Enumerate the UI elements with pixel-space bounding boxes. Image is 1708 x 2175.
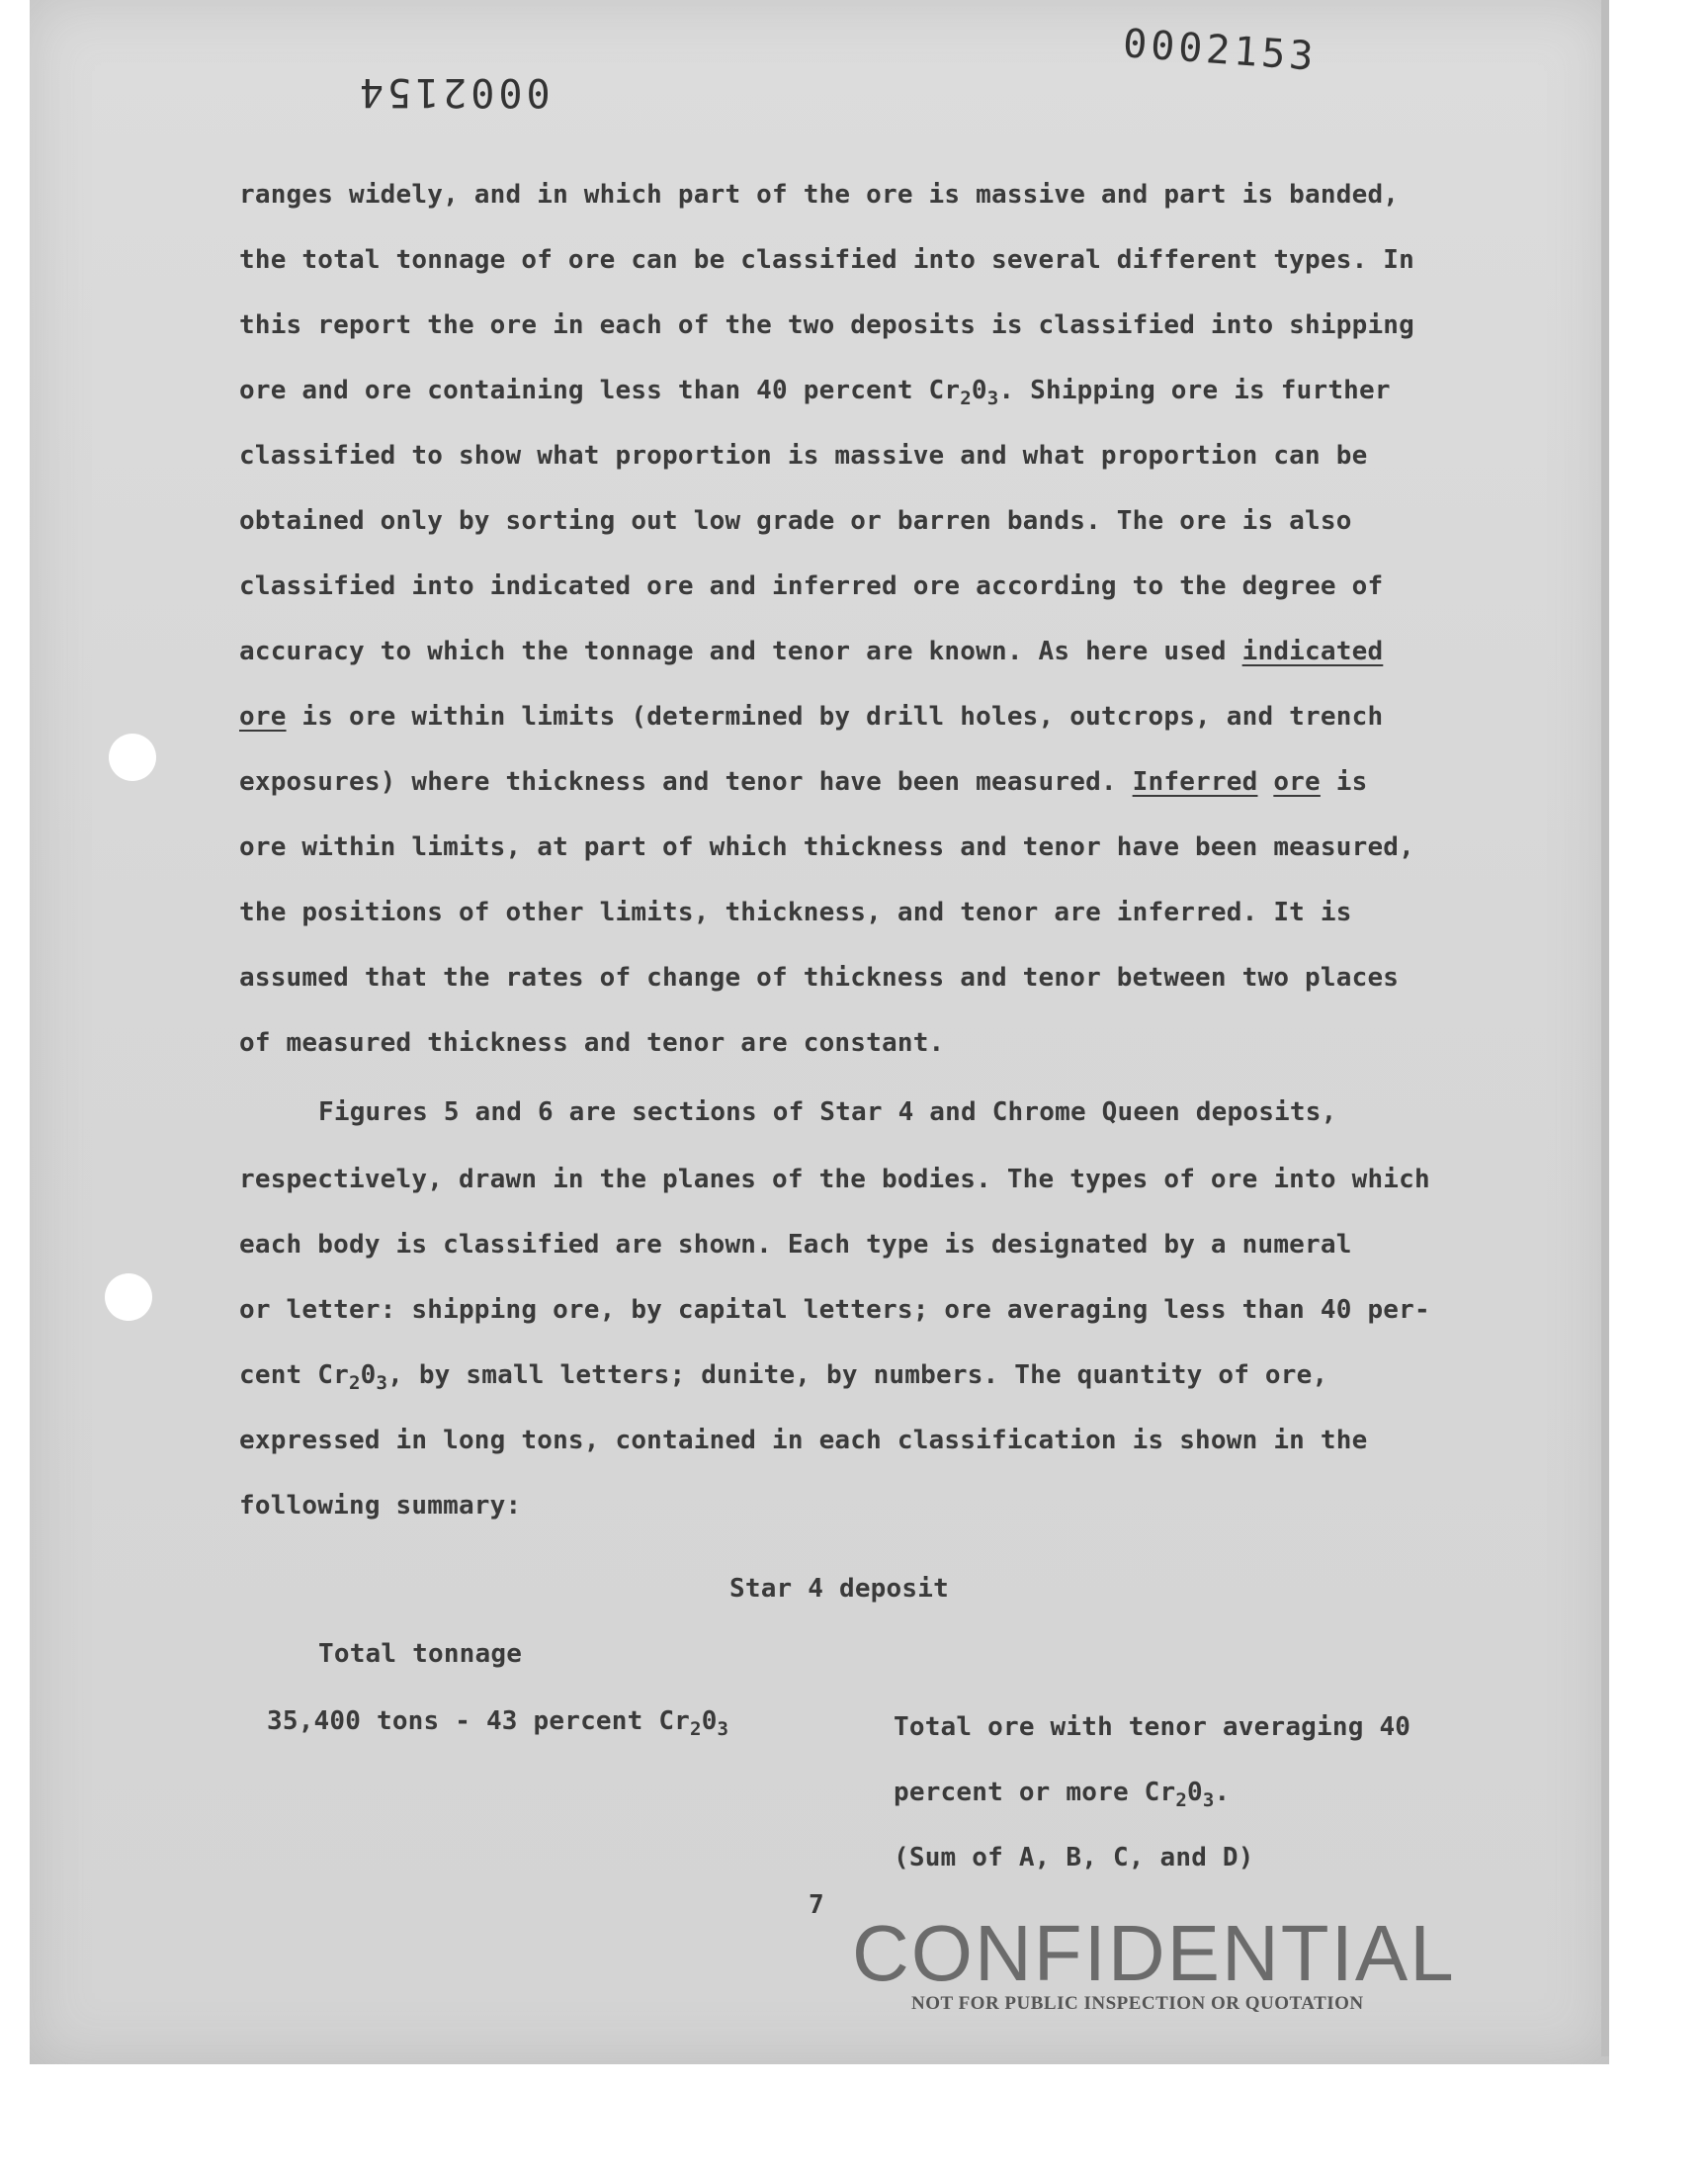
text-fragment: . Shipping ore is further: [998, 376, 1391, 405]
text-line: following summary:: [239, 1491, 522, 1521]
text-fragment: accuracy to which the tonnage and tenor are known. As here used: [239, 637, 1242, 666]
text-fragment: 0: [971, 376, 987, 405]
text-line: or letter: shipping ore, by capital letters; ore averaging less than 40 per-: [239, 1295, 1430, 1325]
confidential-note: NOT FOR PUBLIC INSPECTION OR QUOTATION: [911, 1993, 1364, 2014]
text-line: [239, 376, 1391, 409]
subscript: 2: [348, 1372, 361, 1394]
tonnage-description: [894, 1778, 1231, 1811]
underlined-term: ore: [239, 702, 287, 732]
text-line: obtained only by sorting out low grade or barren bands. The ore is also: [239, 506, 1352, 536]
subscript: 2: [690, 1718, 702, 1740]
page-edge-shadow: [1601, 0, 1609, 2056]
underlined-term: ore: [1273, 767, 1321, 797]
tonnage-description: (Sum of A, B, C, and D): [894, 1843, 1254, 1872]
page-stamp-number: 0002153: [1121, 21, 1319, 80]
text-fragment: exposures) where thickness and tenor have been measured.: [239, 767, 1133, 797]
underlined-term: Inferred: [1132, 767, 1258, 797]
text-line: Figures 5 and 6 are sections of Star 4 and Chrome Queen deposits,: [318, 1097, 1337, 1127]
text-fragment: .: [1214, 1778, 1231, 1807]
text-line: classified into indicated ore and inferred ore according to the degree of: [239, 571, 1384, 601]
total-tonnage-label: Total tonnage: [318, 1639, 523, 1669]
text-line: expressed in long tons, contained in each classification is shown in the: [239, 1426, 1368, 1455]
text-line: ranges widely, and in which part of the ore is massive and part is banded,: [239, 180, 1400, 210]
text-line: assumed that the rates of change of thickness and tenor between two places: [239, 963, 1400, 993]
tonnage-description: Total ore with tenor averaging 40: [894, 1712, 1411, 1742]
text-line: of measured thickness and tenor are constant.: [239, 1028, 945, 1058]
text-line: the positions of other limits, thickness, and tenor are inferred. It is: [239, 898, 1352, 927]
punch-hole-bottom: [105, 1273, 152, 1321]
text-line: [239, 637, 1383, 666]
subscript: 2: [960, 388, 972, 409]
underlined-term: indicated: [1241, 637, 1384, 666]
text-fragment: cent Cr: [239, 1360, 349, 1390]
text-line: the total tonnage of ore can be classified into several different types. In: [239, 245, 1414, 275]
subscript: 3: [986, 388, 999, 409]
subscript: 3: [717, 1718, 729, 1740]
subscript: 3: [1202, 1789, 1215, 1811]
text-line: [239, 702, 1383, 732]
text-line: classified to show what proportion is massive and what proportion can be: [239, 441, 1368, 471]
text-line: respectively, drawn in the planes of the bodies. The types of ore into which: [239, 1165, 1430, 1194]
page-stamp-number-inverted: 0002154: [356, 69, 551, 115]
text-line: [239, 1360, 1328, 1394]
text-fragment: , by small letters; dunite, by numbers. The quantity of ore,: [387, 1360, 1328, 1390]
text-fragment: ore and ore containing less than 40 percent Cr: [239, 376, 961, 405]
text-fragment: 0: [701, 1706, 718, 1736]
tonnage-amount: [267, 1706, 729, 1740]
text-line: this report the ore in each of the two deposits is classified into shipping: [239, 310, 1414, 340]
summary-heading: Star 4 deposit: [729, 1574, 949, 1604]
text-fragment: 0: [360, 1360, 377, 1390]
text-line: ore within limits, at part of which thickness and tenor have been measured,: [239, 832, 1414, 862]
subscript: 2: [1175, 1789, 1188, 1811]
page-number: 7: [809, 1890, 824, 1920]
text-line: [239, 767, 1367, 797]
confidential-stamp: CONFIDENTIAL: [852, 1909, 1456, 1997]
text-line: each body is classified are shown. Each type is designated by a numeral: [239, 1230, 1352, 1260]
text-fragment: is: [1320, 767, 1368, 797]
subscript: 3: [376, 1372, 388, 1394]
text-fragment: percent or more Cr: [894, 1778, 1176, 1807]
text-fragment: 0: [1187, 1778, 1203, 1807]
punch-hole-top: [109, 734, 156, 781]
text-fragment: 35,400 tons - 43 percent Cr: [267, 1706, 691, 1736]
text-fragment: is ore within limits (determined by drill holes, outcrops, and trench: [286, 702, 1384, 732]
